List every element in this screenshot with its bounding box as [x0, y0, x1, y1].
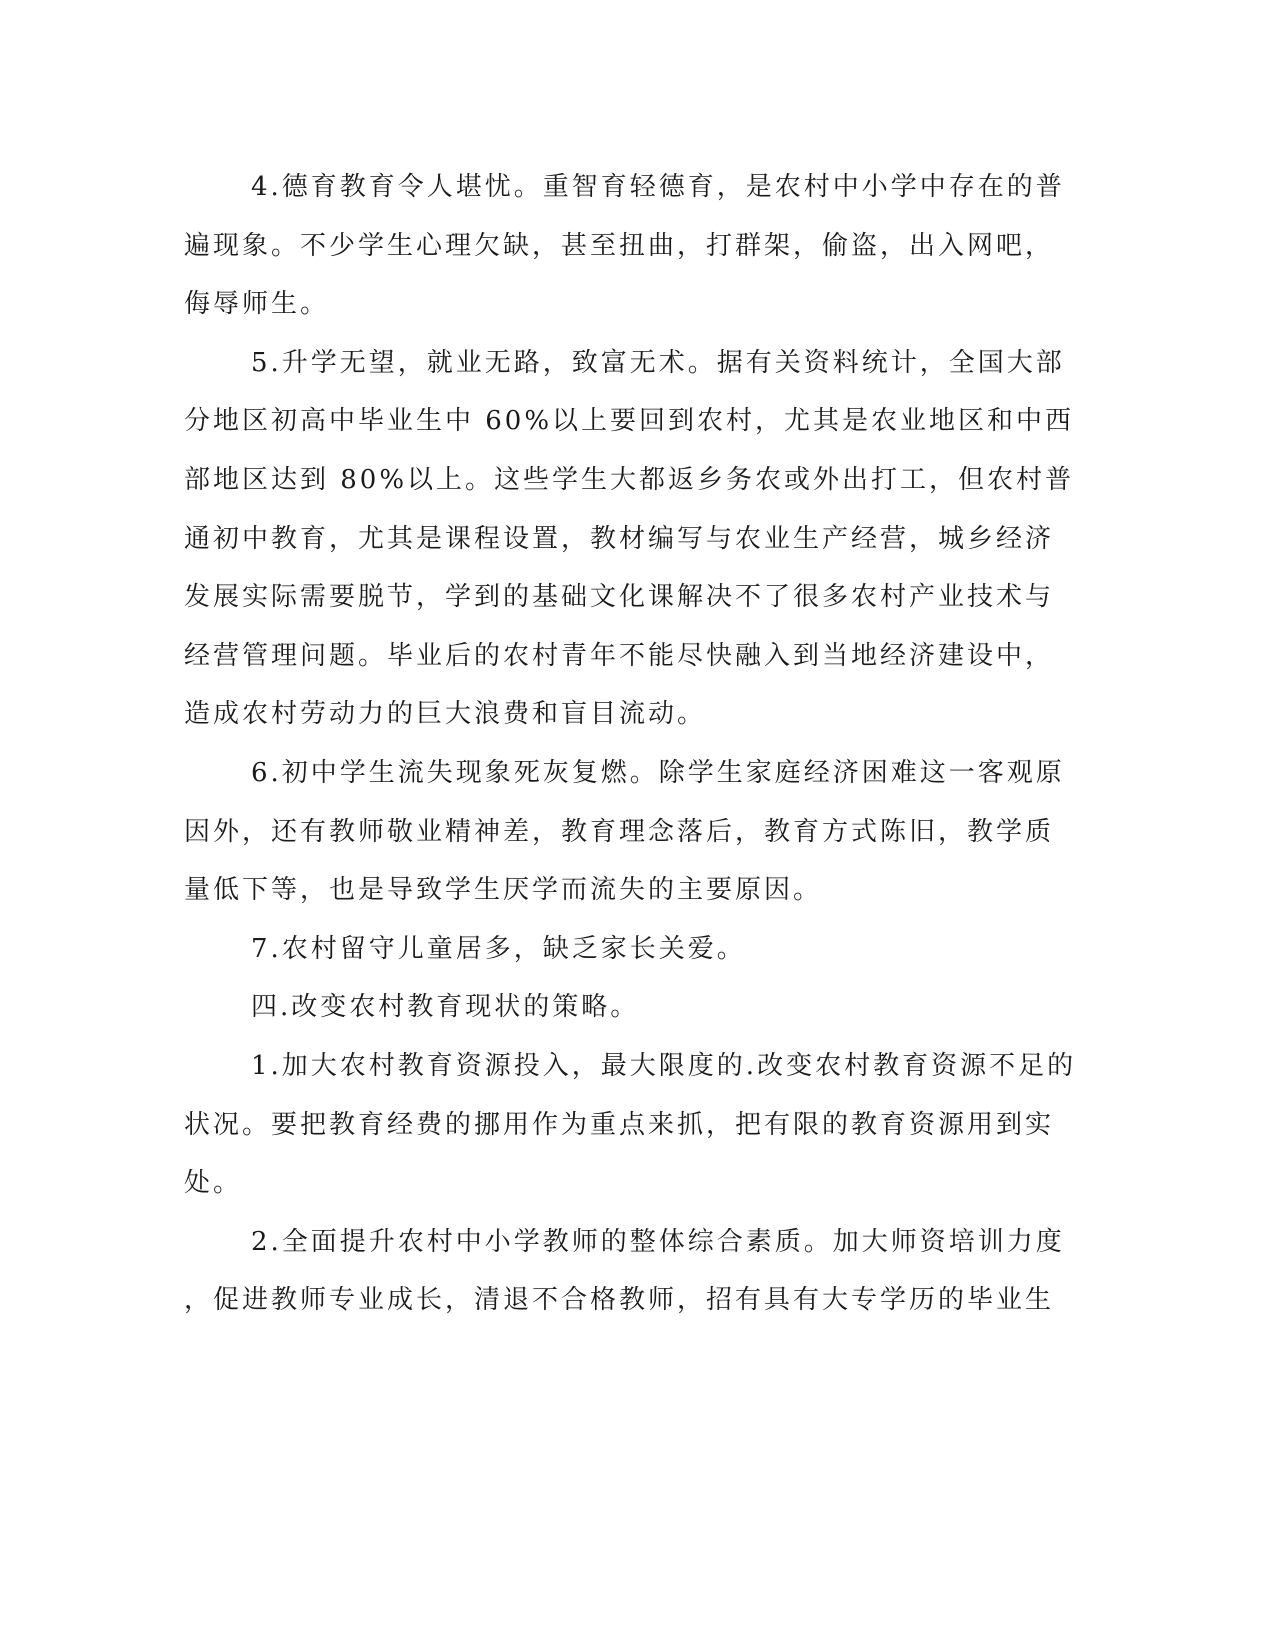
text-line: 状况。要把教育经费的挪用作为重点来抓，把有限的教育资源用到实	[184, 1109, 1055, 1140]
text-line: 部地区达到 80%以上。这些学生大都返乡务农或外出打工，但农村普	[184, 464, 1075, 495]
text-line: 分地区初高中毕业生中 60%以上要回到农村，尤其是农业地区和中西	[184, 406, 1075, 437]
text-line: 经营管理问题。毕业后的农村青年不能尽快融入到当地经济建设中，	[184, 640, 1055, 671]
text-line: 7.农村留守儿童居多，缺乏家长关爱。	[251, 933, 746, 964]
body-text	[184, 158, 1077, 1330]
text-line: 发展实际需要脱节，学到的基础文化课解决不了很多农村产业技术与	[184, 582, 1055, 613]
text-line: 侮辱师生。	[184, 289, 330, 320]
text-line: 4.德育教育令人堪忧。重智育轻德育，是农村中小学中存在的普	[251, 172, 1065, 202]
text-line: 因外，还有教师敬业精神差，教育理念落后，教育方式陈旧，教学质	[184, 816, 1055, 847]
text-line: 5.升学无望，就业无路，致富无术。据有关资料统计，全国大部	[251, 347, 1065, 378]
text-line: 造成农村劳动力的巨大浪费和盲目流动。	[184, 699, 707, 730]
text-line: ，促进教师专业成长，清退不合格教师，招有具有大专学历的毕业生	[184, 1285, 1055, 1316]
text-line: 处。	[184, 1168, 243, 1199]
text-line: 6.初中学生流失现象死灰复燃。除学生家庭经济困难这一客观原	[251, 757, 1065, 788]
text-line: 1.加大农村教育资源投入，最大限度的.改变农村教育资源不足的	[251, 1050, 1077, 1081]
text-line: 通初中教育，尤其是课程设置，教材编写与农业生产经营，城乡经济	[184, 523, 1055, 554]
text-line: 2.全面提升农村中小学教师的整体综合素质。加大师资培训力度	[251, 1226, 1065, 1257]
section-heading: 四.改变农村教育现状的策略。	[251, 992, 640, 1023]
text-line: 遍现象。不少学生心理欠缺，甚至扭曲，打群架，偷盗，出入网吧，	[184, 230, 1055, 261]
text-line: 量低下等，也是导致学生厌学而流失的主要原因。	[184, 875, 823, 906]
